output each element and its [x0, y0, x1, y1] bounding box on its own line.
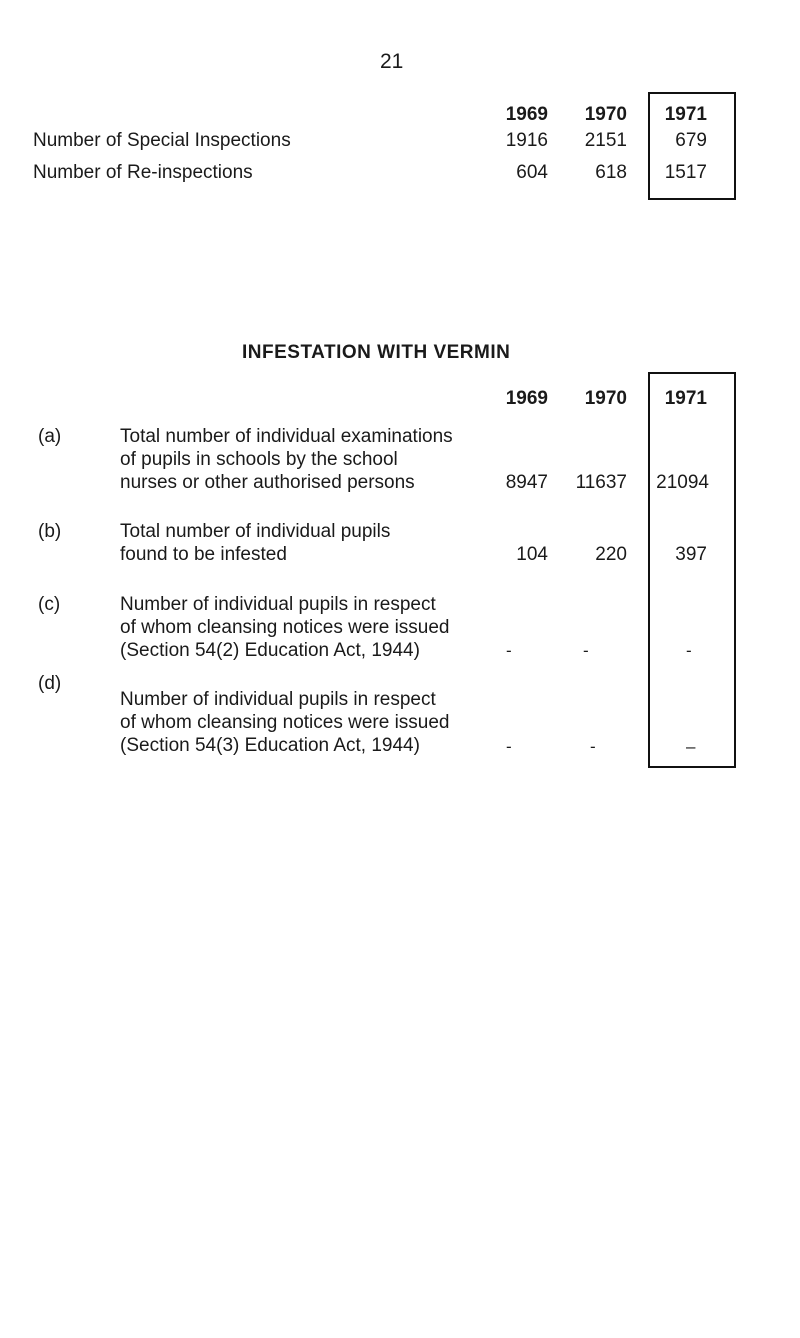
- item-d-line-3: (Section 54(3) Education Act, 1944): [120, 735, 420, 756]
- re-inspections-1970: 618: [595, 162, 627, 183]
- item-b-1971: 397: [675, 544, 707, 565]
- item-b-marker: (b): [38, 521, 62, 542]
- item-a-marker: (a): [38, 426, 62, 447]
- special-inspections-label: Number of Special Inspections: [33, 130, 291, 151]
- special-inspections-1969: 1916: [505, 130, 548, 151]
- item-d-marker: (d): [38, 673, 62, 694]
- item-a-1970: 11637: [575, 472, 627, 493]
- vermin-column-1971-box: [648, 372, 736, 768]
- item-c-1970: -: [583, 641, 589, 660]
- vermin-year-1969: 1969: [505, 388, 548, 409]
- item-b-1969: 104: [516, 544, 548, 565]
- item-c-marker: (c): [38, 594, 61, 615]
- inspections-year-1970: 1970: [584, 104, 627, 125]
- item-a-1971: 21094: [656, 472, 709, 493]
- re-inspections-1971: 1517: [664, 162, 707, 183]
- item-d-line-2: of whom cleansing notices were issued: [120, 712, 450, 733]
- item-b-line-1: Total number of individual pupils: [120, 521, 391, 542]
- re-inspections-1969: 604: [516, 162, 548, 183]
- item-b-line-2: found to be infested: [120, 544, 287, 565]
- re-inspections-label: Number of Re-inspections: [33, 162, 253, 183]
- item-a-line-3: nurses or other authorised persons: [120, 472, 415, 493]
- vermin-title: INFESTATION WITH VERMIN: [242, 342, 511, 363]
- item-b-1970: 220: [595, 544, 627, 565]
- item-c-line-3: (Section 54(2) Education Act, 1944): [120, 640, 420, 661]
- item-a-1969: 8947: [505, 472, 548, 493]
- item-d-1971: –: [686, 737, 696, 756]
- special-inspections-1970: 2151: [584, 130, 627, 151]
- item-c-1971: -: [686, 641, 692, 660]
- item-d-line-1: Number of individual pupils in respect: [120, 689, 436, 710]
- item-d-1969: -: [506, 737, 512, 756]
- item-a-line-1: Total number of individual examinations: [120, 426, 453, 447]
- item-c-line-1: Number of individual pupils in respect: [120, 594, 436, 615]
- item-d-1970: -: [590, 737, 596, 756]
- inspections-year-1969: 1969: [505, 104, 548, 125]
- inspections-year-1971: 1971: [664, 104, 707, 125]
- special-inspections-1971: 679: [675, 130, 707, 151]
- vermin-year-1971: 1971: [664, 388, 707, 409]
- item-a-line-2: of pupils in schools by the school: [120, 449, 398, 470]
- vermin-year-1970: 1970: [584, 388, 627, 409]
- page-number: 21: [380, 50, 404, 73]
- item-c-line-2: of whom cleansing notices were issued: [120, 617, 450, 638]
- item-c-1969: -: [506, 641, 512, 660]
